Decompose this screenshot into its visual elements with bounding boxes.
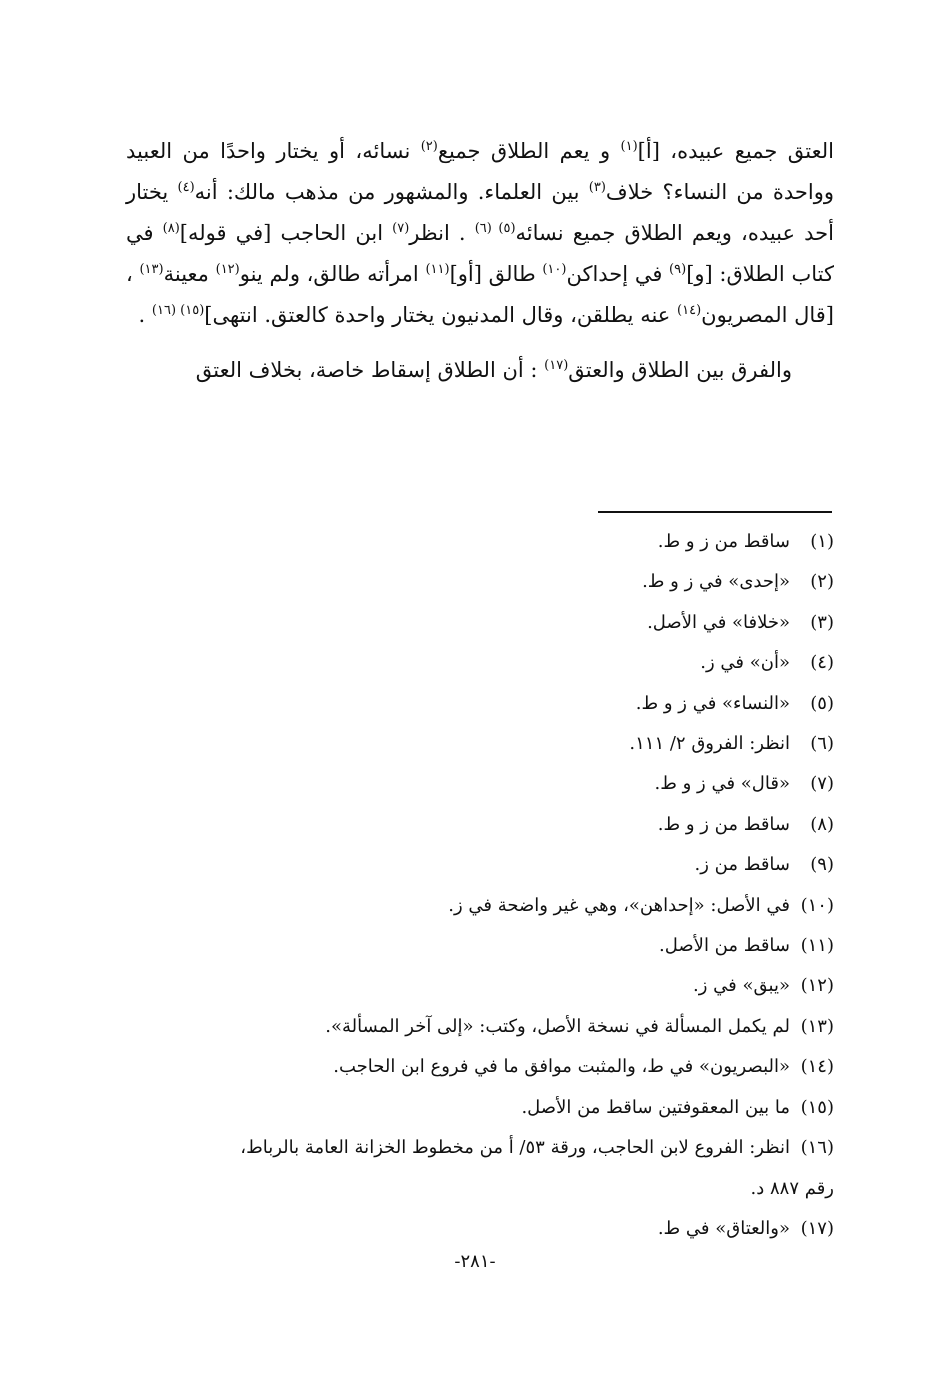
text-segment: نسائه، أو يختار واحدًا من العبيد وواحدة من النساء؟ خلاف <box>126 139 834 204</box>
footnote-ref: (١) <box>620 139 638 154</box>
text-segment: : أن الطلاق إسقاط خاصة، بخلاف العتق <box>195 358 545 382</box>
paragraph-2 <box>126 350 834 391</box>
footnote <box>126 562 834 602</box>
footnote-number: (٢) <box>810 571 834 593</box>
footnote <box>126 805 834 845</box>
footnote-number: (١) <box>810 531 834 552</box>
footnote <box>126 522 834 562</box>
text-segment: امرأته طالق، ولم ينو <box>239 262 426 286</box>
footnote-number: (١٦) <box>800 1137 834 1159</box>
footnote <box>126 724 834 764</box>
footnote-text: «أن» في ز. <box>700 652 790 674</box>
footnote <box>126 1128 834 1168</box>
footnote-text: في الأصل: «إحداهن»، وهي غير واضحة في ز. <box>448 894 790 916</box>
footnote-text: لم يكمل المسألة في نسخة الأصل، وكتب: «إلى آخر المسألة». <box>325 1015 790 1037</box>
footnote-text: «إحدى» في ز و ط. <box>642 571 790 593</box>
footnote <box>126 684 834 724</box>
footnote <box>126 603 834 643</box>
footnote-text: ساقط من الأصل. <box>659 935 790 957</box>
footnote <box>126 1047 834 1087</box>
footnote <box>126 886 834 926</box>
footnote-number: (٣) <box>810 611 834 633</box>
footnote <box>126 966 834 1006</box>
footnote-number: (١٧) <box>800 1217 834 1239</box>
footnote-ref: (٧) <box>392 221 410 236</box>
footnote-number: (٩) <box>810 854 834 876</box>
footnote-ref: (١٢) <box>215 262 240 277</box>
text-segment: و يعم الطلاق جميع <box>437 139 621 163</box>
footnote <box>126 764 834 804</box>
footnote-number: (٨) <box>810 813 834 835</box>
footnote-number: (١٥) <box>800 1096 834 1118</box>
footnote-ref: (٥) (٦) <box>474 221 516 236</box>
footnote-number: (١٤) <box>800 1056 834 1078</box>
footnote-text: ساقط من ز و ط. <box>657 813 790 835</box>
footnote-text: انظر: الفروع لابن الحاجب، ورقة ٥٣/ أ من مخطوط الخزانة العامة بالرباط، <box>240 1137 790 1159</box>
text-segment: . انظر <box>409 221 475 245</box>
footnote-number: (١٣) <box>800 1015 834 1037</box>
footnote-ref: (٢) <box>420 139 438 154</box>
footnote-ref: (١٧) <box>544 358 569 373</box>
footnote-number: (٧) <box>810 773 834 795</box>
footnote-number: (٥) <box>810 692 834 714</box>
footnote-number: (١٠) <box>800 894 834 916</box>
text-segment: طالق [أو] <box>449 262 543 286</box>
footnotes-list <box>126 522 834 1249</box>
footnote-ref: (٩) <box>669 262 687 277</box>
text-segment: معينة <box>163 262 216 286</box>
text-segment: بين العلماء. والمشهور من مذهب مالك: أنه <box>194 180 589 204</box>
footnote-text: ساقط من ز. <box>694 854 790 876</box>
footnote <box>126 845 834 885</box>
footnote-ref: (٣) <box>588 180 606 195</box>
footnote-number: (٤) <box>810 652 834 674</box>
footnote-ref: (١٠) <box>542 262 567 277</box>
footnote-continuation <box>126 1169 834 1209</box>
text-segment: والفرق بين الطلاق والعتق <box>568 358 792 382</box>
footnote-number: (١٢) <box>800 975 834 997</box>
footnote <box>126 643 834 683</box>
footnote-number: (١١) <box>800 935 834 957</box>
text-segment: في كتاب الطلاق: [و] <box>126 221 834 286</box>
footnote-text: «البصريون» في ط، والمثبت موافق ما في فروع ابن الحاجب. <box>333 1056 790 1078</box>
footnote-number: (٦) <box>810 733 834 755</box>
footnote <box>126 1209 834 1249</box>
text-segment: ، [قال المصريون <box>126 262 834 327</box>
paragraph-1 <box>126 131 834 336</box>
footnote-text: انظر: الفروق ٢/ ١١١. <box>629 733 790 755</box>
footnote <box>126 926 834 966</box>
text-segment: . <box>138 303 152 327</box>
footnote-text: رقم ٨٨٧ د. <box>750 1177 834 1199</box>
footnote-text: «النساء» في ز و ط. <box>635 692 790 714</box>
text-segment: في إحداكن <box>566 262 670 286</box>
footnote-text: ساقط من ز و ط. <box>657 531 790 552</box>
footnote-ref: (١٣) <box>139 262 164 277</box>
footnote-text: «خلافا» في الأصل. <box>647 611 790 633</box>
footnote-text: «والعتاق» في ط. <box>657 1217 790 1239</box>
footnote <box>126 1007 834 1047</box>
footnote-text: «يبق» في ز. <box>693 975 790 997</box>
text-segment: عنه يطلقن، وقال المدنيون يختار واحدة كالعتق. انتهى] <box>204 303 678 327</box>
footnote-separator <box>598 511 832 513</box>
page-number: -٢٨١- <box>454 1251 496 1272</box>
footnote-ref: (١٥) (١٦) <box>151 303 205 318</box>
footnote-ref: (١٤) <box>677 303 702 318</box>
text-segment: ابن الحاجب [في قوله] <box>179 221 393 245</box>
text-segment: يختار أحد عبيده، ويعم الطلاق جميع نسائه <box>126 180 834 245</box>
footnote <box>126 1088 834 1128</box>
footnote-ref: (٨) <box>162 221 180 236</box>
main-text <box>126 131 834 391</box>
footnote-text: «قال» في ز و ط. <box>654 773 790 795</box>
text-segment: العتق جميع عبيده، [أ] <box>637 139 834 163</box>
footnote-text: ما بين المعقوفتين ساقط من الأصل. <box>521 1096 790 1118</box>
footnote-ref: (٤) <box>177 180 195 195</box>
footnote-ref: (١١) <box>425 262 450 277</box>
